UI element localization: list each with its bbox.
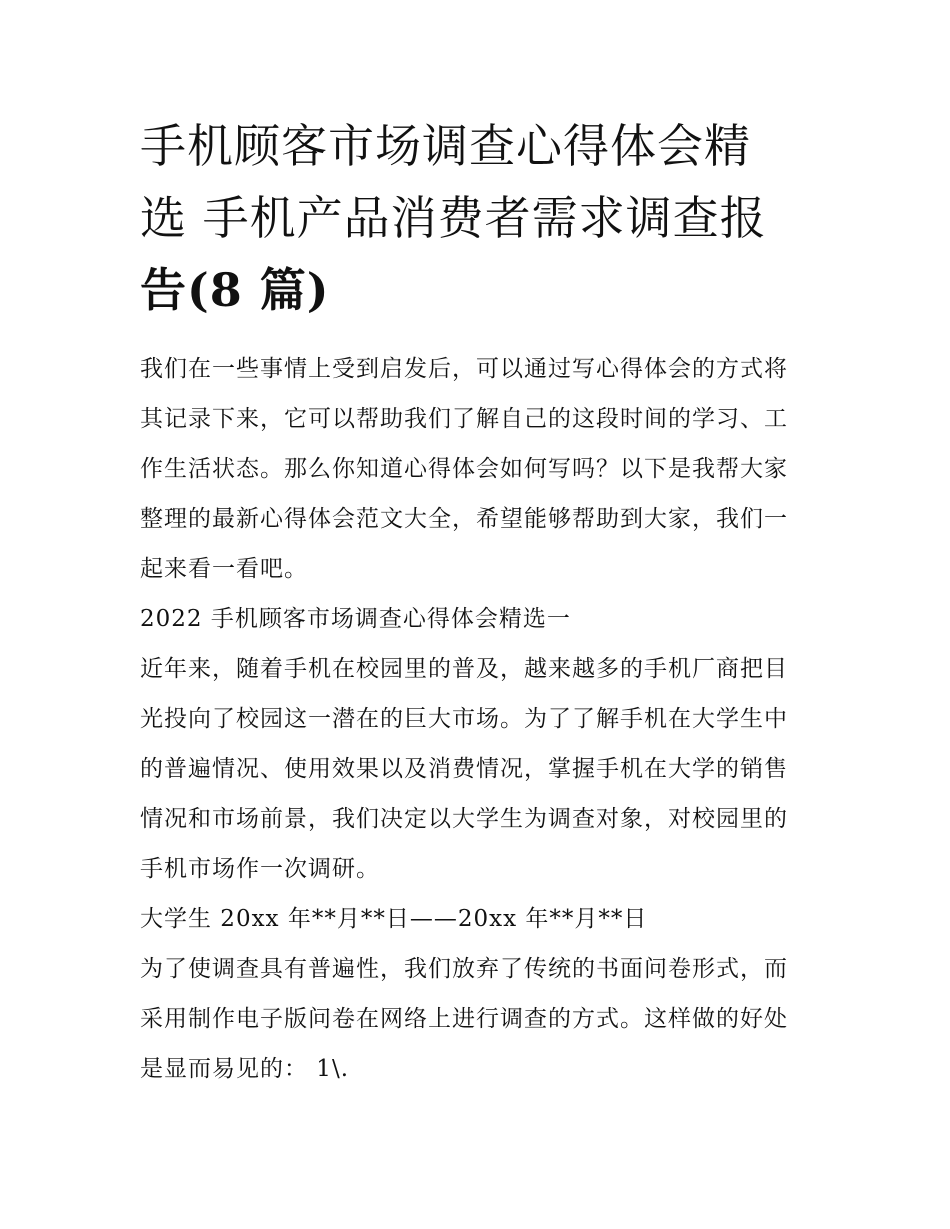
survey-period: [140, 894, 820, 944]
section-heading: [140, 594, 820, 644]
text-line: 近年来，随着手机在校园里的普及，越来越多的手机厂商把目: [140, 656, 788, 682]
title-line: 告(8 篇): [140, 263, 330, 317]
text-line: 作生活状态。那么你知道心得体会如何写吗？以下是我帮大家: [140, 456, 788, 482]
document-page: [140, 110, 820, 1094]
text-line: 是显而易见的： 1\.: [140, 1056, 350, 1082]
background-paragraph: [140, 644, 820, 894]
text-line: 我们在一些事情上受到启发后，可以通过写心得体会的方式将: [140, 356, 788, 382]
title-line: 手机顾客市场调查心得体会精: [140, 119, 751, 173]
text-line: 其记录下来，它可以帮助我们了解自己的这段时间的学习、工: [140, 406, 788, 432]
intro-paragraph: [140, 344, 820, 594]
text-line: 2022 手机顾客市场调查心得体会精选一: [140, 606, 571, 632]
text-line: 手机市场作一次调研。: [140, 856, 380, 882]
method-paragraph: [140, 944, 820, 1094]
document-body: [140, 344, 820, 1094]
text-line: 光投向了校园这一潜在的巨大市场。为了了解手机在大学生中: [140, 706, 788, 732]
text-line: 起来看一看吧。: [140, 556, 308, 582]
document-title: [140, 110, 820, 326]
text-line: 采用制作电子版问卷在网络上进行调查的方式。这样做的好处: [140, 1006, 788, 1032]
title-line: 选 手机产品消费者需求调查报: [140, 191, 767, 245]
text-line: 为了使调查具有普遍性，我们放弃了传统的书面问卷形式，而: [140, 956, 788, 982]
text-line: 的普遍情况、使用效果以及消费情况，掌握手机在大学的销售: [140, 756, 788, 782]
text-line: 情况和市场前景，我们决定以大学生为调查对象，对校园里的: [140, 806, 788, 832]
text-line: 大学生 20xx 年**月**日——20xx 年**月**日: [140, 906, 648, 932]
text-line: 整理的最新心得体会范文大全，希望能够帮助到大家，我们一: [140, 506, 788, 532]
